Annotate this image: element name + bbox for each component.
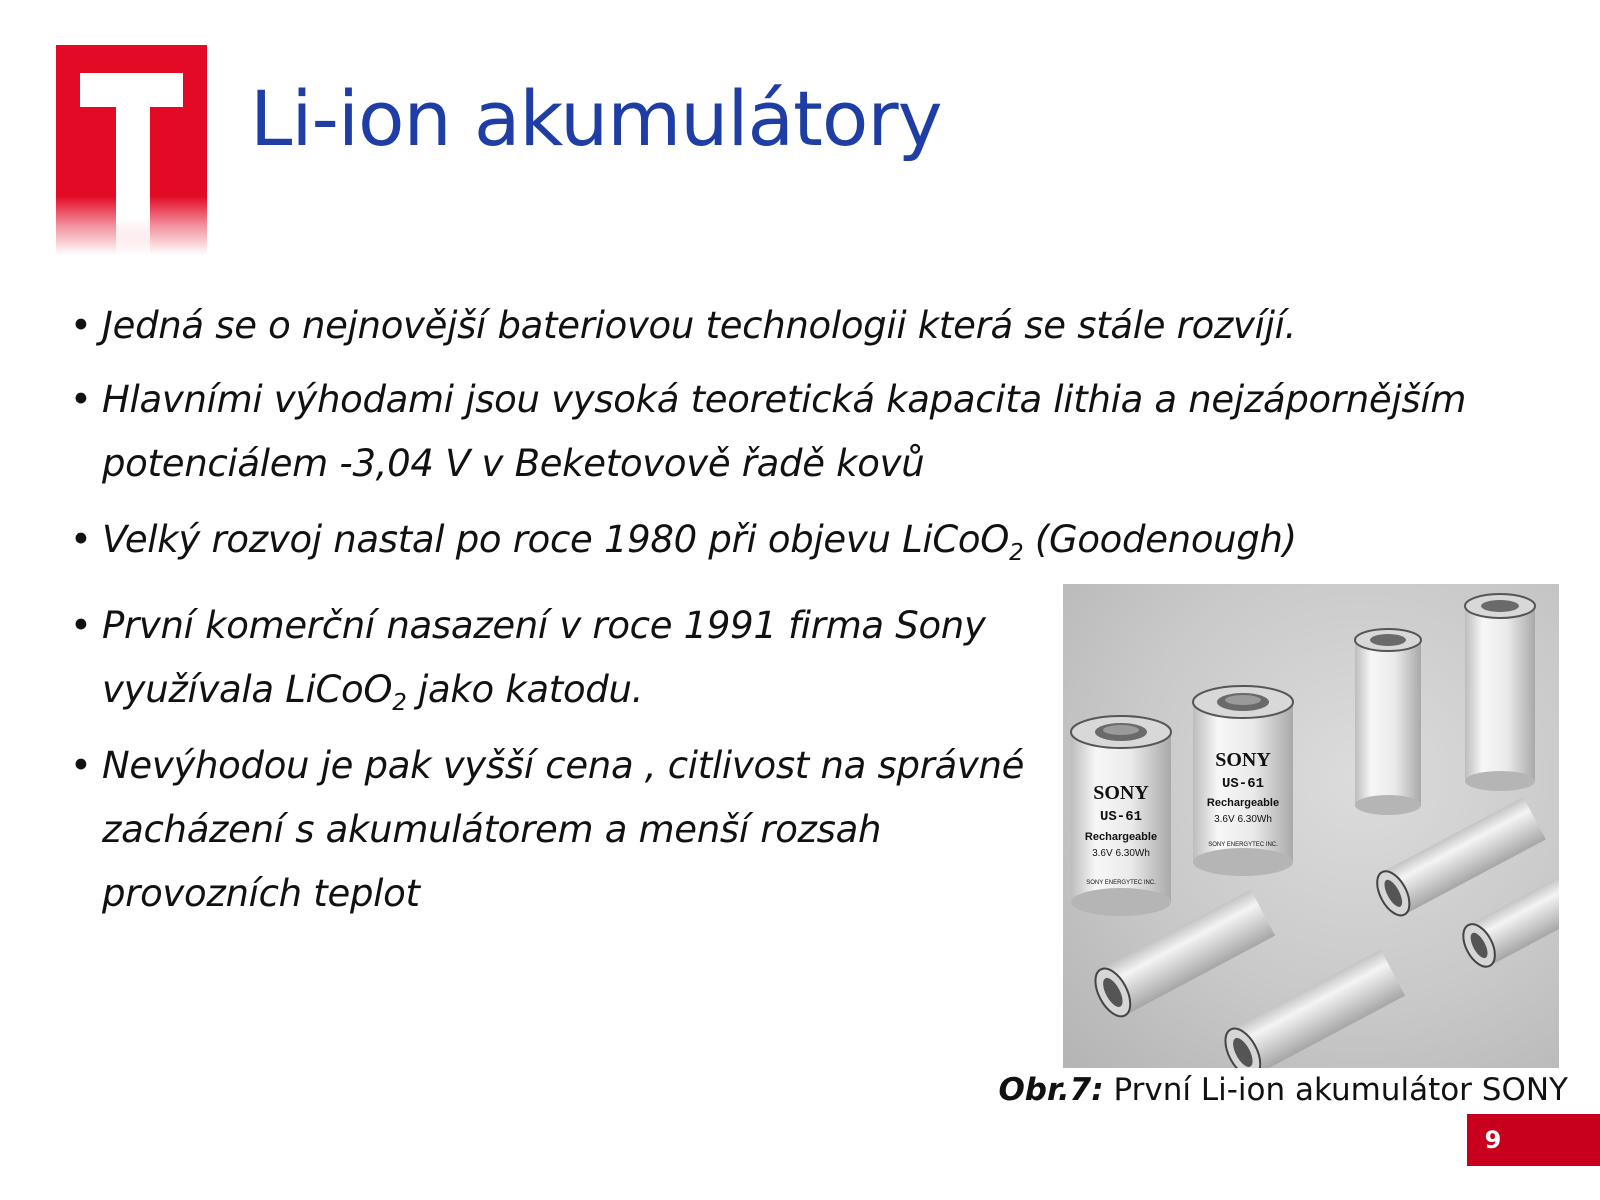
cell-spec-text: 3.6V 6.30Wh (1092, 848, 1150, 859)
bullet-text-part: (Goodenough) (1023, 518, 1297, 561)
lying-cell (1457, 873, 1559, 971)
subscript: 2 (392, 690, 407, 717)
lying-cell (1218, 950, 1405, 1068)
standing-cell (1355, 629, 1421, 815)
bullet-text: Nevýhodou je pak vyšší cena , citlivost na správné zacházení s akumulátorem a menší rozsah provozních teplot (102, 744, 1025, 915)
cell-maker-text: SONY ENERGYTEC INC. (1086, 880, 1156, 886)
bullet-dot: • (70, 604, 92, 647)
bullet-dot: • (70, 518, 92, 561)
bullet-item (70, 734, 1030, 926)
cell-maker-text: SONY ENERGYTEC INC. (1208, 842, 1278, 848)
bullet-item (70, 294, 1590, 358)
bullet-text (102, 508, 1590, 572)
caption-text: První Li-ion akumulátor SONY (1103, 1072, 1568, 1108)
standing-cell (1193, 686, 1293, 876)
page-number: 9 (1484, 1126, 1502, 1154)
figure-caption (998, 1072, 1568, 1108)
cell-spec-text: 3.6V 6.30Wh (1214, 814, 1272, 825)
university-t-logo (56, 45, 207, 255)
bullet-item (70, 594, 1030, 722)
slide-title: Li-ion akumulátory (250, 74, 942, 163)
cell-model-text: US-61 (1221, 776, 1265, 792)
cell-brand-text: SONY (1215, 749, 1271, 771)
bullet-item (70, 368, 1490, 496)
bullet-text: Jedná se o nejnovější bateriovou technologii která se stále rozvíjí. (102, 304, 1297, 347)
bullet-text-part: Velký rozvoj nastal po roce 1980 při objevu LiCoO (102, 518, 1010, 561)
bullet-dot: • (70, 744, 92, 787)
standing-cell (1465, 594, 1535, 791)
bullet-text: Hlavními výhodami jsou vysoká teoretická kapacita lithia a nejzápornějším potenciálem -3,04 V v Beketovově řadě kovů (102, 378, 1467, 485)
bullet-text-part: První komerční nasazení v roce 1991 firma Sony využívala LiCoO (102, 604, 986, 711)
standing-cell (1071, 716, 1171, 916)
bullet-dot: • (70, 304, 92, 347)
cell-brand-text: SONY (1093, 782, 1149, 804)
cell-model-text: US-61 (1099, 809, 1143, 825)
cell-type-text: Rechargeable (1206, 797, 1280, 809)
bullet-item (70, 508, 1590, 572)
bullet-text-part: jako katodu. (406, 668, 644, 711)
bullet-dot: • (70, 378, 92, 421)
page-number-badge (1467, 1114, 1600, 1166)
caption-label: Obr.7: (998, 1072, 1104, 1108)
bullet-text (102, 594, 1030, 722)
cell-type-text: Rechargeable (1084, 831, 1158, 843)
battery-photo (1063, 584, 1559, 1068)
battery-photo-drawing (1063, 584, 1559, 1068)
subscript: 2 (1009, 540, 1024, 567)
logo-stem (116, 73, 150, 255)
